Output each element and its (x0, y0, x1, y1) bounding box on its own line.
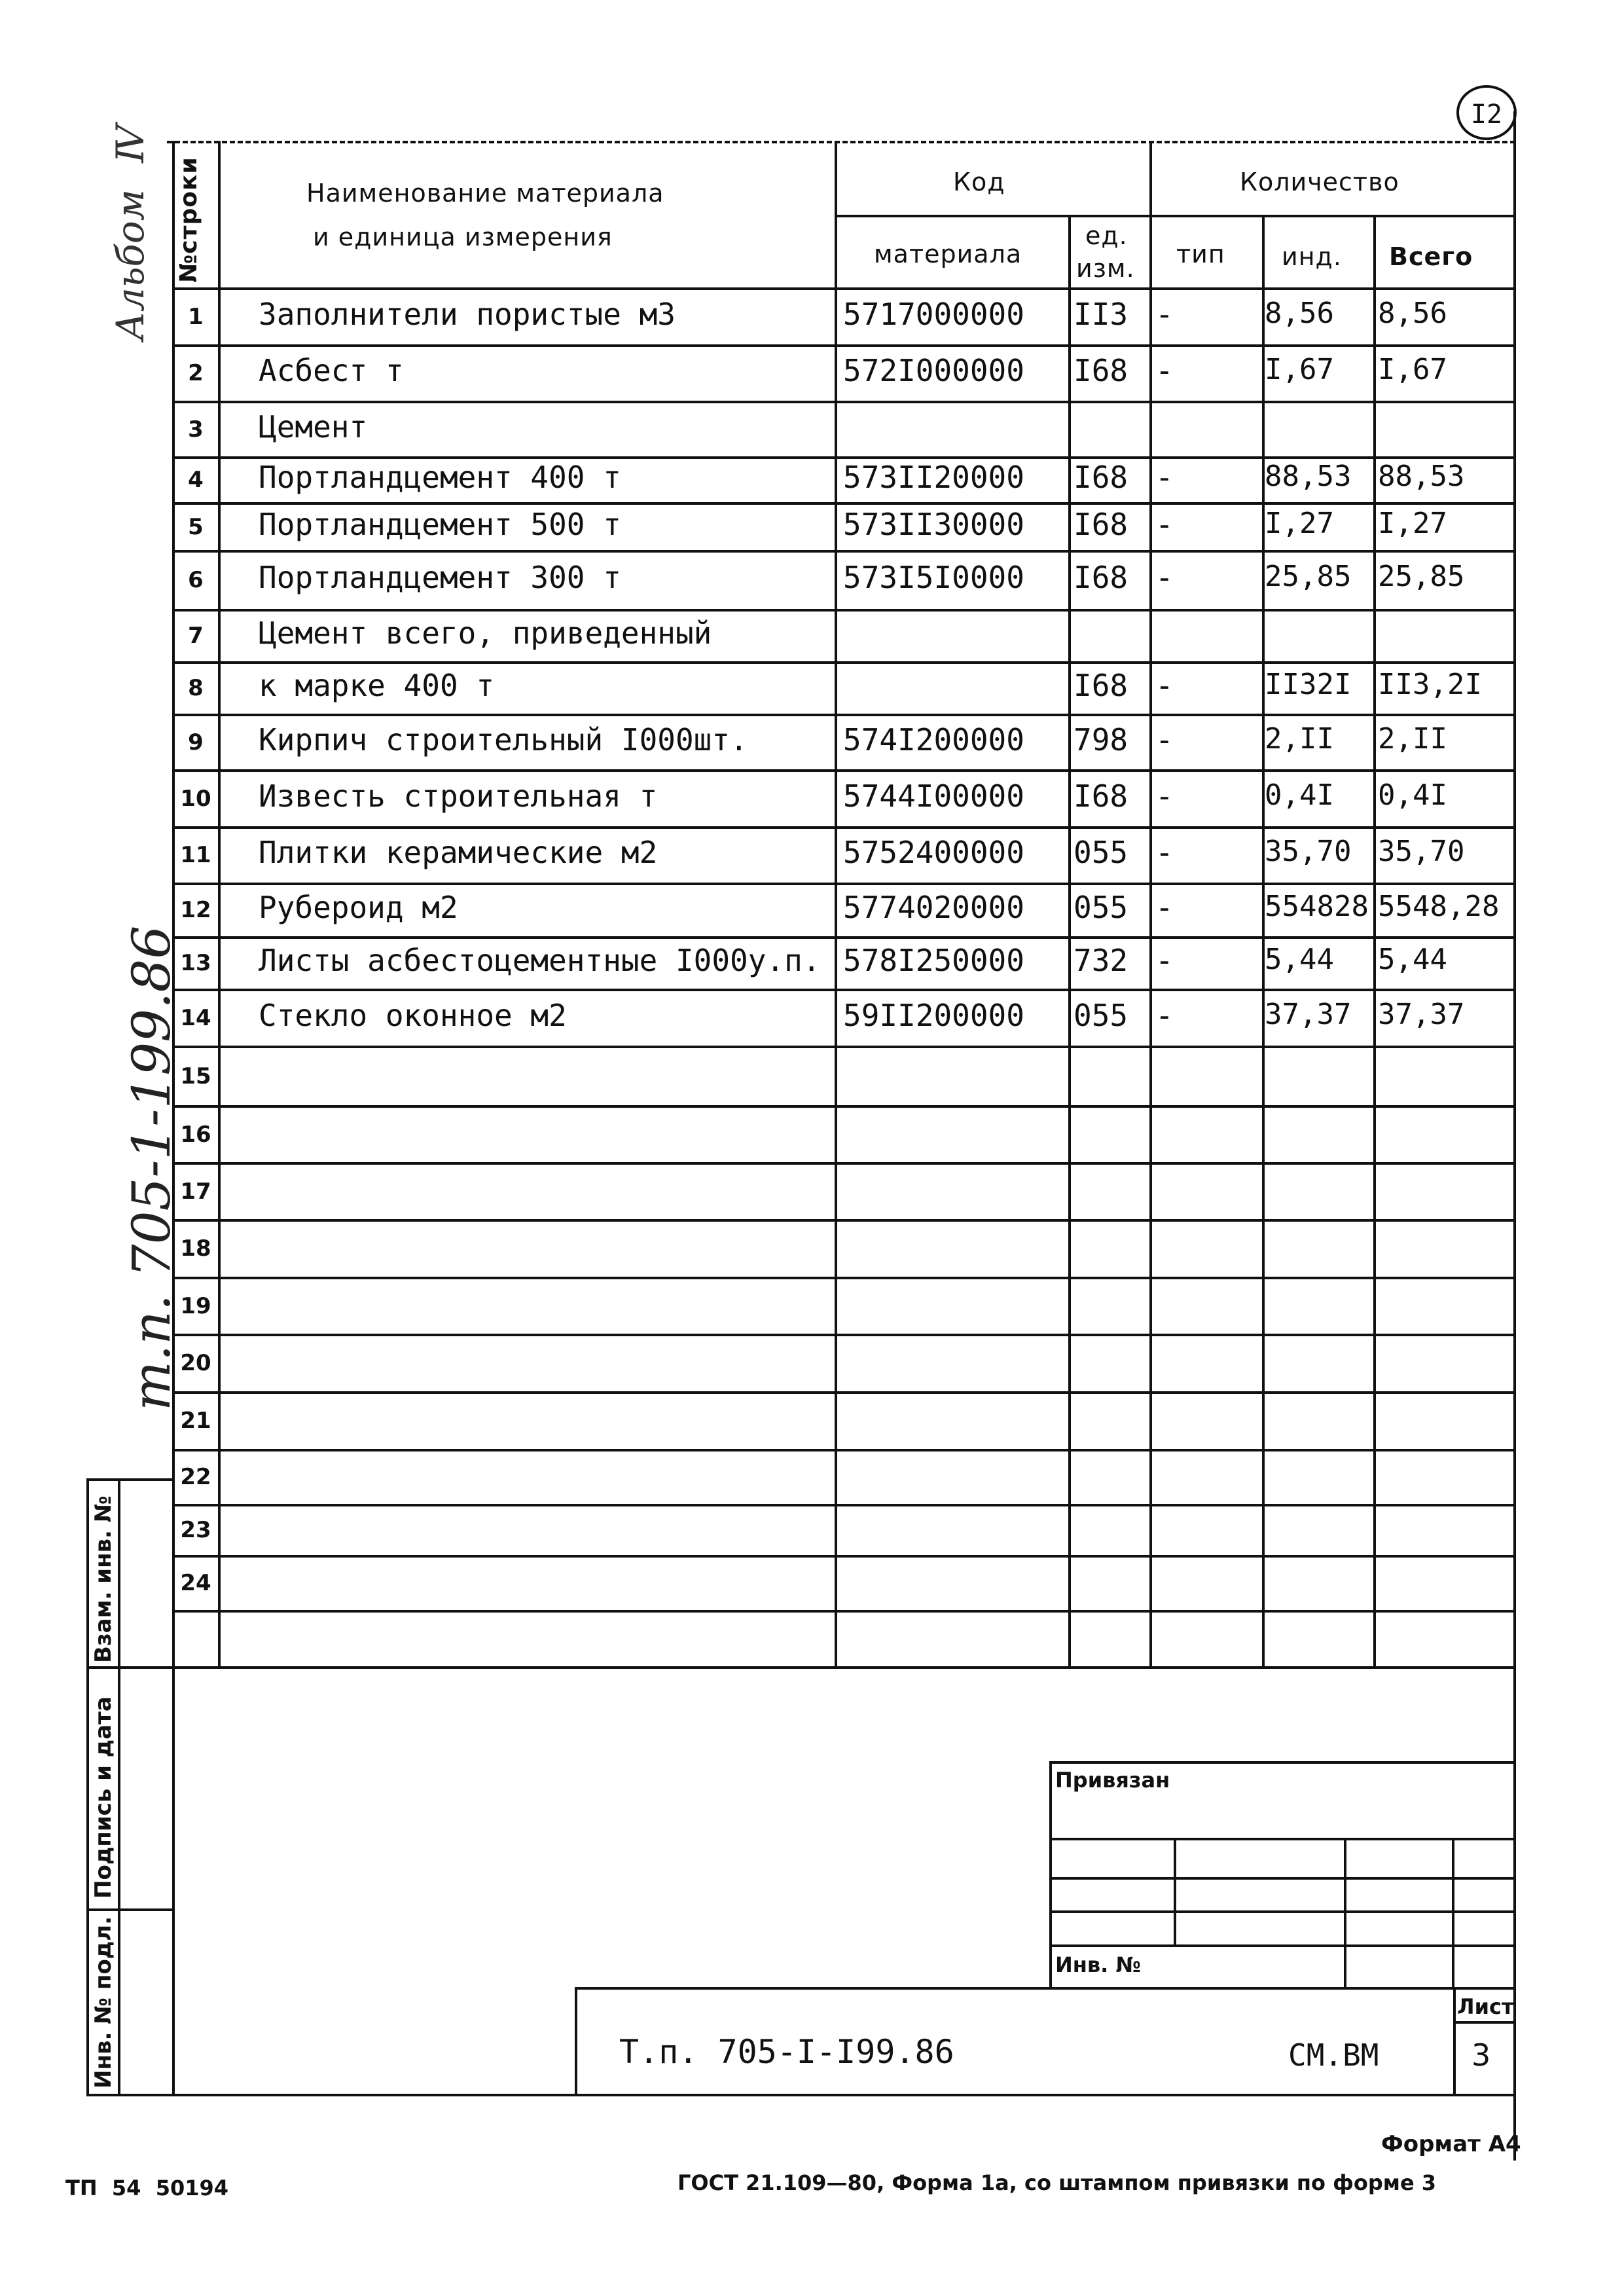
row-number: 14 (180, 1005, 211, 1031)
stamp-privyazan: Привязан (1055, 1768, 1170, 1793)
row-name: Стекло оконное м2 (259, 998, 567, 1033)
row-number: 15 (180, 1063, 211, 1089)
side-stamp-vzam: Взам. инв. № (90, 1495, 117, 1663)
row-number: 3 (188, 416, 204, 443)
row-name: Портландцемент 400 т (259, 460, 621, 495)
row-line (172, 1162, 1513, 1165)
row-code: 572I000000 (843, 353, 1024, 388)
row-name: Листы асбестоцементные I000у.п. (259, 943, 821, 978)
row-name: Заполнители пористые м3 (259, 297, 676, 332)
col-line-type (1262, 215, 1265, 1666)
row-number: 18 (180, 1235, 211, 1262)
row-code: 578I250000 (843, 943, 1024, 978)
stamp-line-3 (1049, 1910, 1515, 1913)
row-name: Асбест т (259, 353, 404, 388)
row-number: 22 (180, 1464, 211, 1490)
row-type: - (1155, 297, 1174, 332)
row-line (172, 609, 1513, 611)
col-line-name (835, 141, 837, 1666)
header-qty-type: тип (1176, 240, 1225, 268)
row-number: 11 (180, 842, 211, 868)
row-number: 7 (188, 623, 204, 649)
stamp-col-3 (1452, 1838, 1454, 1987)
list-label: Лист (1457, 1994, 1514, 2019)
title-block-top-line (575, 1987, 1515, 1990)
row-type: - (1155, 668, 1174, 703)
row-total: 35,70 (1378, 835, 1465, 868)
row-line (172, 456, 1513, 459)
frame-top-line (167, 141, 1515, 143)
row-number: 5 (188, 514, 204, 540)
footer-gost: ГОСТ 21.109—80, Форма 1а, со штампом привязки по форме 3 (677, 2170, 1437, 2195)
header-code: Код (953, 168, 1005, 196)
list-box-divider (1453, 2021, 1515, 2024)
row-number: 21 (180, 1408, 211, 1434)
row-line (172, 1610, 1513, 1613)
title-block-left-line (575, 1987, 577, 2095)
row-number: 8 (188, 675, 204, 701)
header-qty-total: Всего (1389, 242, 1473, 271)
header-row-number: №строки (175, 156, 202, 283)
row-number: 1 (188, 304, 204, 330)
row-line (172, 883, 1513, 885)
sheet-number: I2 (1470, 100, 1503, 130)
row-unit: 055 (1074, 998, 1128, 1033)
row-line (172, 344, 1513, 347)
row-unit: I68 (1074, 778, 1128, 814)
row-type: - (1155, 890, 1174, 925)
stamp-inv-no: Инв. № (1055, 1952, 1141, 1977)
side-stamp-inv-podl: Инв. № подл. (90, 1916, 117, 2089)
frame-bottom-line (86, 2094, 1516, 2096)
row-name: Рубероид м2 (259, 890, 458, 925)
row-line (172, 1666, 1513, 1669)
row-code: 573II30000 (843, 507, 1024, 542)
row-code: 5717000000 (843, 297, 1024, 332)
row-total: I,27 (1378, 507, 1447, 540)
row-ind: II32I (1265, 668, 1352, 701)
row-ind: 554828 (1265, 890, 1369, 923)
header-qty-ind: инд. (1282, 242, 1342, 271)
header-name-line1: Наименование материала (306, 179, 664, 208)
row-ind: 25,85 (1265, 560, 1352, 593)
row-unit: 732 (1074, 943, 1128, 978)
row-total: 37,37 (1378, 998, 1465, 1031)
row-line (172, 1046, 1513, 1048)
header-bottom-line (172, 287, 1513, 290)
row-total: 2,II (1378, 722, 1447, 756)
row-number: 23 (180, 1517, 211, 1543)
row-type: - (1155, 943, 1174, 978)
header-code-unit-2: изм. (1076, 254, 1135, 283)
row-line (172, 1555, 1513, 1558)
header-sub-line-qty (1149, 215, 1513, 217)
row-name: Портландцемент 300 т (259, 560, 621, 595)
side-stamp-podpis: Подпись и дата (90, 1696, 117, 1899)
row-number: 16 (180, 1122, 211, 1148)
row-number: 12 (180, 897, 211, 923)
row-number: 24 (180, 1570, 211, 1596)
row-line (172, 1277, 1513, 1279)
row-number: 6 (188, 567, 204, 593)
row-type: - (1155, 507, 1174, 542)
row-unit: I68 (1074, 668, 1128, 703)
row-ind: I,27 (1265, 507, 1334, 540)
row-number: 13 (180, 950, 211, 976)
row-name: Портландцемент 500 т (259, 507, 621, 542)
row-type: - (1155, 778, 1174, 814)
list-box-left-line (1453, 1987, 1456, 2095)
stamp-line-2 (1049, 1877, 1515, 1880)
row-line (172, 1334, 1513, 1336)
row-name: Известь строительная т (259, 778, 658, 814)
row-total: 25,85 (1378, 560, 1465, 593)
side-stamp-top-line (86, 1478, 175, 1481)
row-unit: II3 (1074, 297, 1128, 332)
row-line (172, 936, 1513, 939)
row-line (172, 769, 1513, 772)
handwritten-reference: т.п. 705-1-199.86 (121, 925, 182, 1411)
row-ind: 8,56 (1265, 297, 1334, 330)
row-unit: I68 (1074, 353, 1128, 388)
col-line-unit (1149, 141, 1152, 1666)
row-number: 10 (180, 786, 211, 812)
row-line (172, 1391, 1513, 1394)
row-type: - (1155, 560, 1174, 595)
row-line (172, 1219, 1513, 1222)
col-line-ind (1373, 215, 1376, 1666)
album-label: Альбом Ⅳ (108, 124, 153, 340)
row-unit: I68 (1074, 560, 1128, 595)
row-code: 573II20000 (843, 460, 1024, 495)
designation: Т.п. 705-I-I99.86 (619, 2033, 954, 2071)
row-total: II3,2I (1378, 668, 1482, 701)
header-quantity: Количество (1240, 168, 1399, 196)
header-code-material: материала (874, 240, 1022, 268)
row-name: Цемент (259, 409, 368, 445)
row-name: Кирпич строительный I000шт. (259, 722, 748, 757)
row-type: - (1155, 460, 1174, 495)
row-code: 574I200000 (843, 722, 1024, 757)
row-total: 5,44 (1378, 943, 1447, 976)
row-name: Плитки керамические м2 (259, 835, 658, 870)
row-number: 9 (188, 729, 204, 756)
row-total: 0,4I (1378, 778, 1447, 812)
side-stamp-divider-1 (86, 1666, 175, 1669)
row-line (172, 1449, 1513, 1451)
row-ind: I,67 (1265, 353, 1334, 386)
stamp-top-line (1049, 1761, 1515, 1764)
row-number: 2 (188, 360, 204, 386)
header-code-unit-1: ед. (1085, 221, 1128, 250)
row-number: 4 (188, 467, 204, 493)
footer-left-code: ТП 54 50194 (65, 2176, 229, 2200)
row-line (172, 989, 1513, 991)
row-ind: 0,4I (1265, 778, 1334, 812)
row-line (172, 714, 1513, 716)
row-line (172, 661, 1513, 664)
row-code: 573I5I0000 (843, 560, 1024, 595)
row-code: 5752400000 (843, 835, 1024, 870)
row-code: 5774020000 (843, 890, 1024, 925)
row-total: 8,56 (1378, 297, 1447, 330)
row-type: - (1155, 353, 1174, 388)
row-total: 5548,28 (1378, 890, 1500, 923)
row-type: - (1155, 722, 1174, 757)
row-line (172, 1504, 1513, 1506)
row-line (172, 550, 1513, 553)
row-unit: I68 (1074, 460, 1128, 495)
frame-right-line (1513, 111, 1516, 2161)
row-line (172, 401, 1513, 403)
side-stamp-left-line (86, 1478, 89, 2095)
row-ind: 35,70 (1265, 835, 1352, 868)
row-type: - (1155, 998, 1174, 1033)
footer-format: Формат А4 (1381, 2131, 1521, 2157)
row-number: 20 (180, 1350, 211, 1376)
side-stamp-mid-line (118, 1478, 120, 2095)
side-stamp-divider-2 (86, 1908, 175, 1911)
stamp-left-line (1049, 1761, 1052, 1987)
row-code: 5744I00000 (843, 778, 1024, 814)
row-number: 17 (180, 1178, 211, 1205)
row-ind: 2,II (1265, 722, 1334, 756)
row-ind: 37,37 (1265, 998, 1352, 1031)
stamp-line-1 (1049, 1838, 1515, 1840)
document-code: СМ.ВМ (1288, 2037, 1379, 2073)
stamp-col-2 (1344, 1838, 1346, 1987)
row-unit: 055 (1074, 890, 1128, 925)
row-total: 88,53 (1378, 460, 1465, 493)
row-unit: I68 (1074, 507, 1128, 542)
row-ind: 5,44 (1265, 943, 1334, 976)
row-ind: 88,53 (1265, 460, 1352, 493)
row-code: 59II200000 (843, 998, 1024, 1033)
row-line (172, 1105, 1513, 1108)
stamp-line-4 (1049, 1944, 1515, 1947)
row-total: I,67 (1378, 353, 1447, 386)
row-line (172, 826, 1513, 829)
list-number: 3 (1471, 2037, 1491, 2073)
row-number: 19 (180, 1293, 211, 1319)
sheet-number-circle (1456, 85, 1517, 140)
row-name: Цемент всего, приведенный (259, 615, 712, 651)
header-sub-line-code (835, 215, 1186, 217)
row-type: - (1155, 835, 1174, 870)
row-line (172, 502, 1513, 505)
header-name-line2: и единица измерения (313, 223, 613, 251)
row-name: к марке 400 т (259, 668, 495, 703)
col-line-code (1068, 215, 1071, 1666)
stamp-col-1 (1174, 1838, 1176, 1944)
row-unit: 055 (1074, 835, 1128, 870)
row-unit: 798 (1074, 722, 1128, 757)
